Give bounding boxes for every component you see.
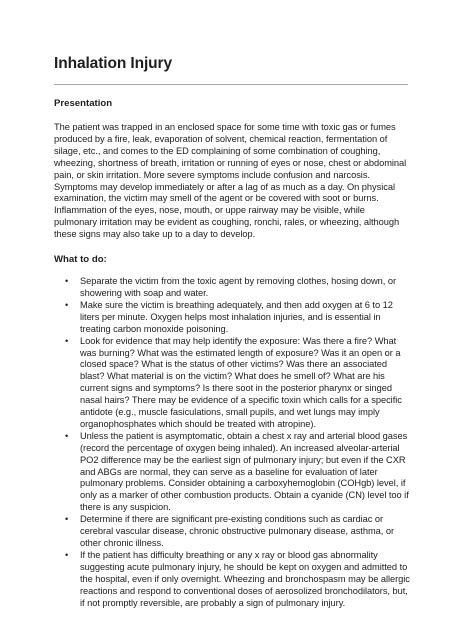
- list-item: [54, 300, 410, 336]
- what-to-do-heading: What to do:: [54, 254, 107, 266]
- bullet-icon: •: [65, 335, 69, 346]
- list-item: [54, 550, 410, 610]
- bullet-icon: •: [65, 430, 69, 441]
- list-item-text: Make sure the victim is breathing adequately, and then add oxygen at 6 to 12 liters per minute. Oxygen helps most inhalation injuries, and is essential in treating carbon monoxide poisoning.: [80, 299, 393, 334]
- list-item-text: Unless the patient is asymptomatic, obtain a chest x ray and arterial blood gases (record the percentage of oxygen being inhaled). An increased alveolar-arterial PO2 difference may be the earliest sign of pulmonary injury; but even if the CXR and ABGs are normal, they can serve as a baseline for evaluation of later pulmonary problems. Consider obtaining a carboxyhemoglobin (COHgb) level, if only as a marker of other combustion products. Obtain a cyanide (CN) level too if there is any suspicion.: [80, 430, 409, 513]
- document-title: Inhalation Injury: [54, 55, 173, 72]
- what-to-do-list: [54, 276, 410, 609]
- list-item: [54, 276, 410, 300]
- list-item: [54, 431, 410, 514]
- list-item: [54, 336, 410, 431]
- document-page: [54, 54, 410, 609]
- title-divider: [54, 84, 408, 85]
- list-item-text: If the patient has difficulty breathing or any x ray or blood gas abnormality suggesting acute pulmonary injury, he should be kept on oxygen and admitted to the hospital, even if only overnight. Wheezing and bronchospasm may be allergic reactions and respond to conventional doses of aerosolized bronchodilators, but, if not promptly reversible, are probably a sign of pulmonary injury.: [80, 549, 410, 608]
- presentation-paragraph: The patient was trapped in an enclosed space for some time with toxic gas or fumes produced by a fire, leak, evaporation of solvent, chemical reaction, fermentation of silage, etc., and comes to the ED complaining of some combination of coughing, wheezing, shortness of breath, irritation or running of eyes or nose, chest or abdominal pain, or skin irritation. More severe symptoms include confusion and narcosis. Symptoms may develop immediately or after a lag of as much as a day. On physical examination, the victim may smell of the agent or be covered with soot or burns. Inflammation of the eyes, nose, mouth, or uppe rairway may be visible, while pulmonary irritation may be evident as coughing, ronchi, rales, or wheezing, although these signs may also take up to a day to develop.: [54, 122, 407, 240]
- list-item-text: Determine if there are significant pre-existing conditions such as cardiac or cerebral vascular disease, chronic obstructive pulmonary disease, asthma, or other chronic illness.: [80, 514, 394, 548]
- list-item: [54, 514, 410, 550]
- bullet-icon: •: [65, 549, 69, 560]
- bullet-icon: •: [65, 276, 69, 287]
- list-item-text: Separate the victim from the toxic agent by removing clothes, hosing down, or showering with soap and water.: [80, 276, 397, 298]
- list-item-text: Look for evidence that may help identify the exposure: Was there a fire? What was burning? What was the estimated length of exposure? Was it an open or a closed space? What is the status of other victims? Was there an associated blast? What material is on the victim? What does he smell of? What are his current signs and symptoms? Is there soot in the posterior pharynx or singed nasal hairs? There may be evidence of a specific toxin which calls for a specific antidote (e.g., muscle fasiculations, small pupils, and wet lungs may imply organophosphates which should be treated with atropine).: [80, 335, 402, 429]
- bullet-icon: •: [65, 299, 69, 310]
- presentation-heading: Presentation: [54, 98, 113, 109]
- bullet-icon: •: [65, 514, 69, 525]
